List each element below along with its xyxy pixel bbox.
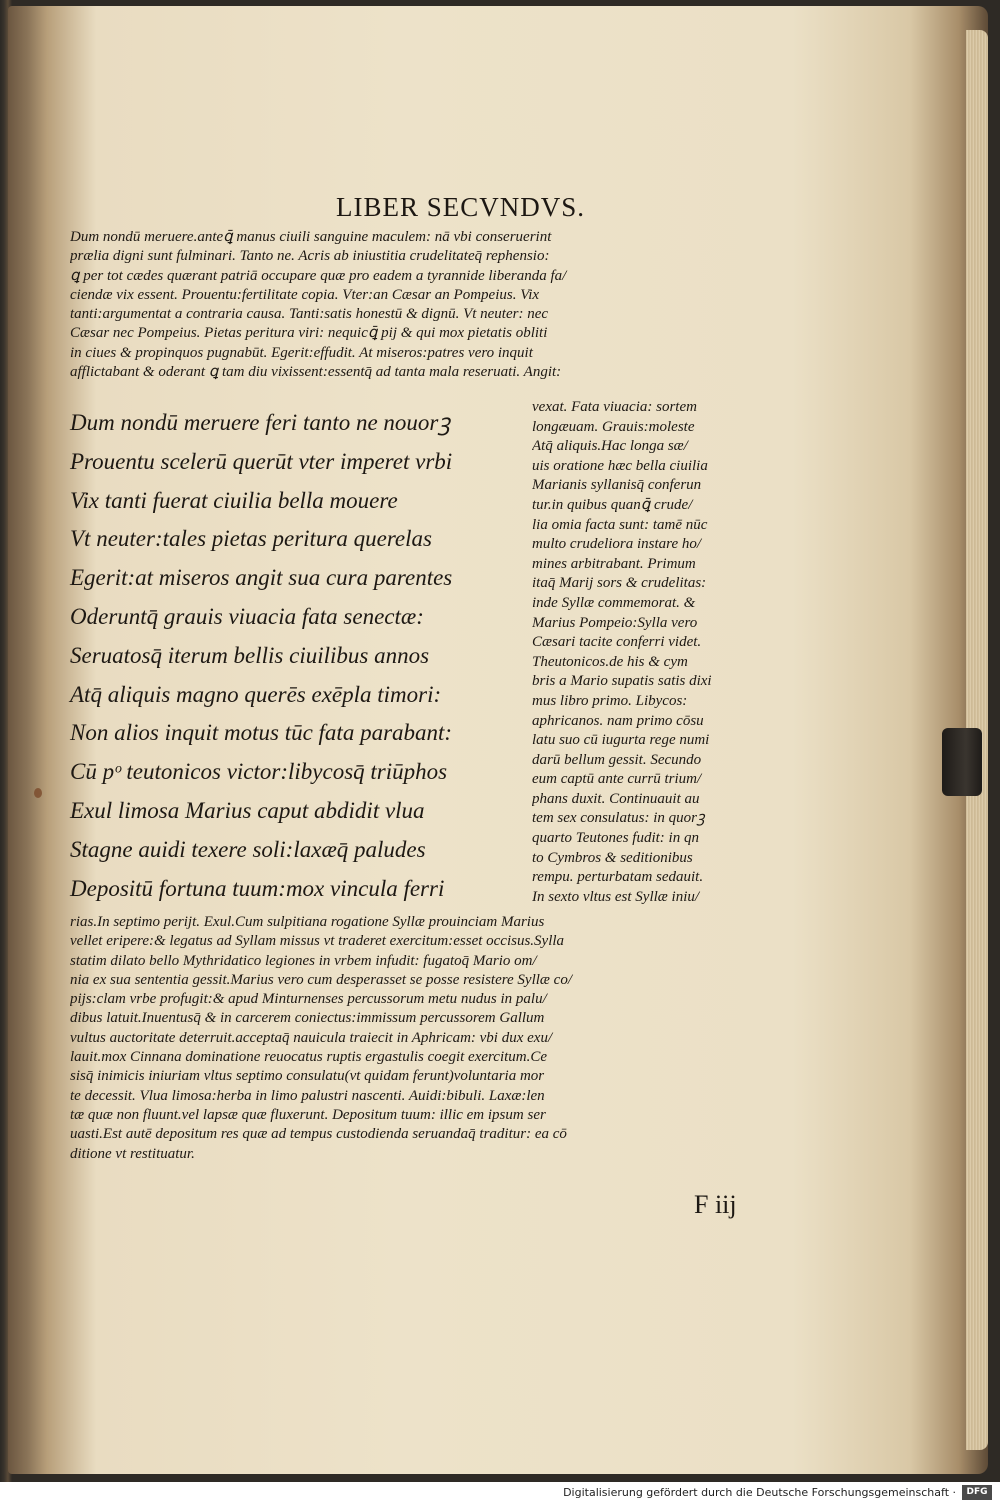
commentary-line: Dum nondū meruere.anteꝗ̄ manus ciuili sanguine maculem: nā vbi conseruerint: [70, 229, 552, 245]
commentary-line: bris a Mario supatis satis dixi: [532, 673, 712, 690]
commentary-line: Theutonicos.de his & cym: [532, 653, 688, 670]
commentary-line: Marius Pompeio:Sylla vero: [532, 614, 698, 631]
commentary-line: inde Syllæ commemorat. &: [532, 594, 696, 611]
commentary-line: rias.In septimo perijt. Exul.Cum sulpitiana rogatione Syllæ prouinciam Marius: [70, 914, 545, 930]
commentary-line: phans duxit. Continuauit au: [532, 790, 700, 807]
commentary-line: quarto Teutones fudit: in qn: [532, 830, 699, 847]
verse-line: Vix tanti fuerat ciuilia bella mouere: [70, 487, 398, 513]
verse-line: Depositū fortuna tuum:mox vincula ferri: [70, 875, 445, 901]
commentary-line: multo crudeliora instare ho/: [532, 536, 702, 553]
commentary-line: darū bellum gessit. Secundo: [532, 751, 702, 768]
verse-line: Prouentu scelerū querūt vter imperet vrbi: [70, 448, 453, 474]
verse-line: Atq̄ aliquis magno querēs exēpla timori:: [70, 681, 442, 707]
dfg-logo: DFG: [962, 1485, 992, 1500]
commentary-line: Marianis syllanisq̄ conferun: [532, 477, 702, 494]
commentary-line: dibus latuit.Inuentusq̄ & in carcerem coniectus:immissum percussorem Gallum: [70, 1010, 545, 1027]
commentary-line: ꝗ per tot cædes quærant patriā occupare quæ pro eadem a tyrannide liberanda fa/: [70, 267, 567, 284]
commentary-line: Cæsar nec Pompeius. Pietas peritura viri: nequicꝗ̄ pij & qui mox pietatis obliti: [70, 325, 548, 342]
commentary-bottom: [70, 913, 790, 1164]
commentary-line: In sexto vltus est Syllæ iniu/: [532, 888, 700, 905]
commentary-line: in ciues & propinquos pugnabūt. Egerit:effudit. At miseros:patres vero inquit: [70, 344, 533, 361]
commentary-line: afflictabant & oderant ꝗ tam diu vixissent:essentq̄ ad tanta mala reseruati. Angit:: [70, 364, 562, 381]
signature-mark: F iij: [694, 1190, 737, 1219]
verse-line: Egerit:at miseros angit sua cura parentes: [70, 565, 453, 591]
verse-line: Seruatosq̄ iterum bellis ciuilibus annos: [70, 642, 430, 668]
commentary-line: mus libro primo. Libycos:: [532, 692, 688, 709]
commentary-line: vultus auctoritate deterruit.acceptaq̄ nauicula traiecit in Aphricam: vbi dux exu/: [70, 1029, 553, 1046]
commentary-line: mines arbitrabant. Primum: [532, 555, 696, 572]
commentary-top: [70, 228, 790, 382]
commentary-line: latu suo cū iugurta rege numi: [532, 732, 710, 749]
commentary-line: tanti:argumentat a contraria causa. Tanti:satis honestū & dignū. Vt neuter: nec: [70, 306, 549, 323]
commentary-line: rempu. perturbatam sedauit.: [532, 869, 704, 886]
verse-line: Cū pᵒ teutonicos victor:libycosq̄ triūphos: [70, 759, 448, 785]
commentary-line: Cæsari tacite conferri videt.: [532, 634, 702, 651]
commentary-line: itaq̄ Marij sors & crudelitas:: [532, 575, 707, 592]
verse-line: Vt neuter:tales pietas peritura querelas: [70, 526, 432, 552]
commentary-line: vexat. Fata viuacia: sortem: [532, 399, 697, 415]
verse-line: Dum nondū meruere feri tanto ne nouorꝫ: [70, 410, 451, 435]
commentary-line: to Cymbros & seditionibus: [532, 849, 693, 866]
commentary-line: nia ex sua sententia gessit.Marius vero cum desperasset se posse resistere Syllæ co/: [70, 971, 573, 988]
verse-line: Oderuntq̄ grauis viuacia fata senectæ:: [70, 603, 424, 629]
commentary-line: uasti.Est autē depositum res quæ ad tempus custodienda seruandaq̄ traditur: ea cō: [70, 1126, 567, 1143]
commentary-line: aphricanos. nam primo cōsu: [532, 712, 704, 729]
commentary-right: [532, 398, 794, 907]
commentary-line: lauit.mox Cinnana dominatione reuocatus ruptis ergastulis coegit exercitum.Ce: [70, 1049, 548, 1066]
commentary-line: te decessit. Vlua limosa:herba in limo palustri nascenti. Auidi:bibuli. Laxæ:len: [70, 1087, 545, 1104]
commentary-line: pijs:clam vrbe profugit:& apud Minturnenses percussorum metu nudus in palu/: [70, 991, 547, 1008]
verse-line: Non alios inquit motus tūc fata parabant:: [70, 720, 453, 746]
footer-bar: [0, 1482, 1000, 1504]
commentary-line: Atq̄ aliquis.Hac longa sæ/: [532, 438, 688, 455]
commentary-line: eum captū ante currū trium/: [532, 771, 702, 788]
commentary-line: ciendæ vix essent. Prouentu:fertilitate copia. Vter:an Cæsar an Pompeius. Vix: [70, 286, 540, 303]
commentary-line: longæuam. Grauis:moleste: [532, 418, 695, 435]
commentary-line: ditione vt restituatur.: [70, 1145, 195, 1162]
commentary-line: lia omia facta sunt: tamē nūc: [532, 516, 708, 533]
funding-credit: Digitalisierung gefördert durch die Deutsche Forschungsgemeinschaft ·: [563, 1486, 956, 1499]
commentary-line: sisq̄ inimicis iniuriam vltus septimo consulatu(vt quidam ferunt)voluntaria mor: [70, 1068, 545, 1085]
commentary-line: tem sex consulatus: in quorꝫ: [532, 810, 705, 827]
running-title: LIBER SECVNDVS.: [336, 192, 586, 222]
commentary-line: tur.in quibus quanꝗ̄ crude/: [532, 496, 693, 513]
commentary-line: uis oratione hæc bella ciuilia: [532, 457, 708, 474]
commentary-line: vellet eripere:& legatus ad Syllam missus vt traderet exercitum:esset occisus.Sylla: [70, 933, 565, 950]
commentary-line: statim dilato bello Mythridatico legiones in vrbem infudit: fugatoq̄ Mario om/: [70, 952, 537, 969]
verse-line: Stagne auidi texere soli:laxæq̄ paludes: [70, 836, 426, 862]
verse-block: [70, 404, 530, 908]
verse-line: Exul limosa Marius caput abdidit vlua: [70, 797, 425, 823]
commentary-line: tæ quæ non fluunt.vel lapsæ quæ fluxerunt. Depositum tuum: illic em ipsum ser: [70, 1106, 546, 1123]
commentary-line: prælia digni sunt fulminari. Tanto ne. Acris ab iniustitia crudelitateq̄ rephensio:: [70, 248, 550, 265]
